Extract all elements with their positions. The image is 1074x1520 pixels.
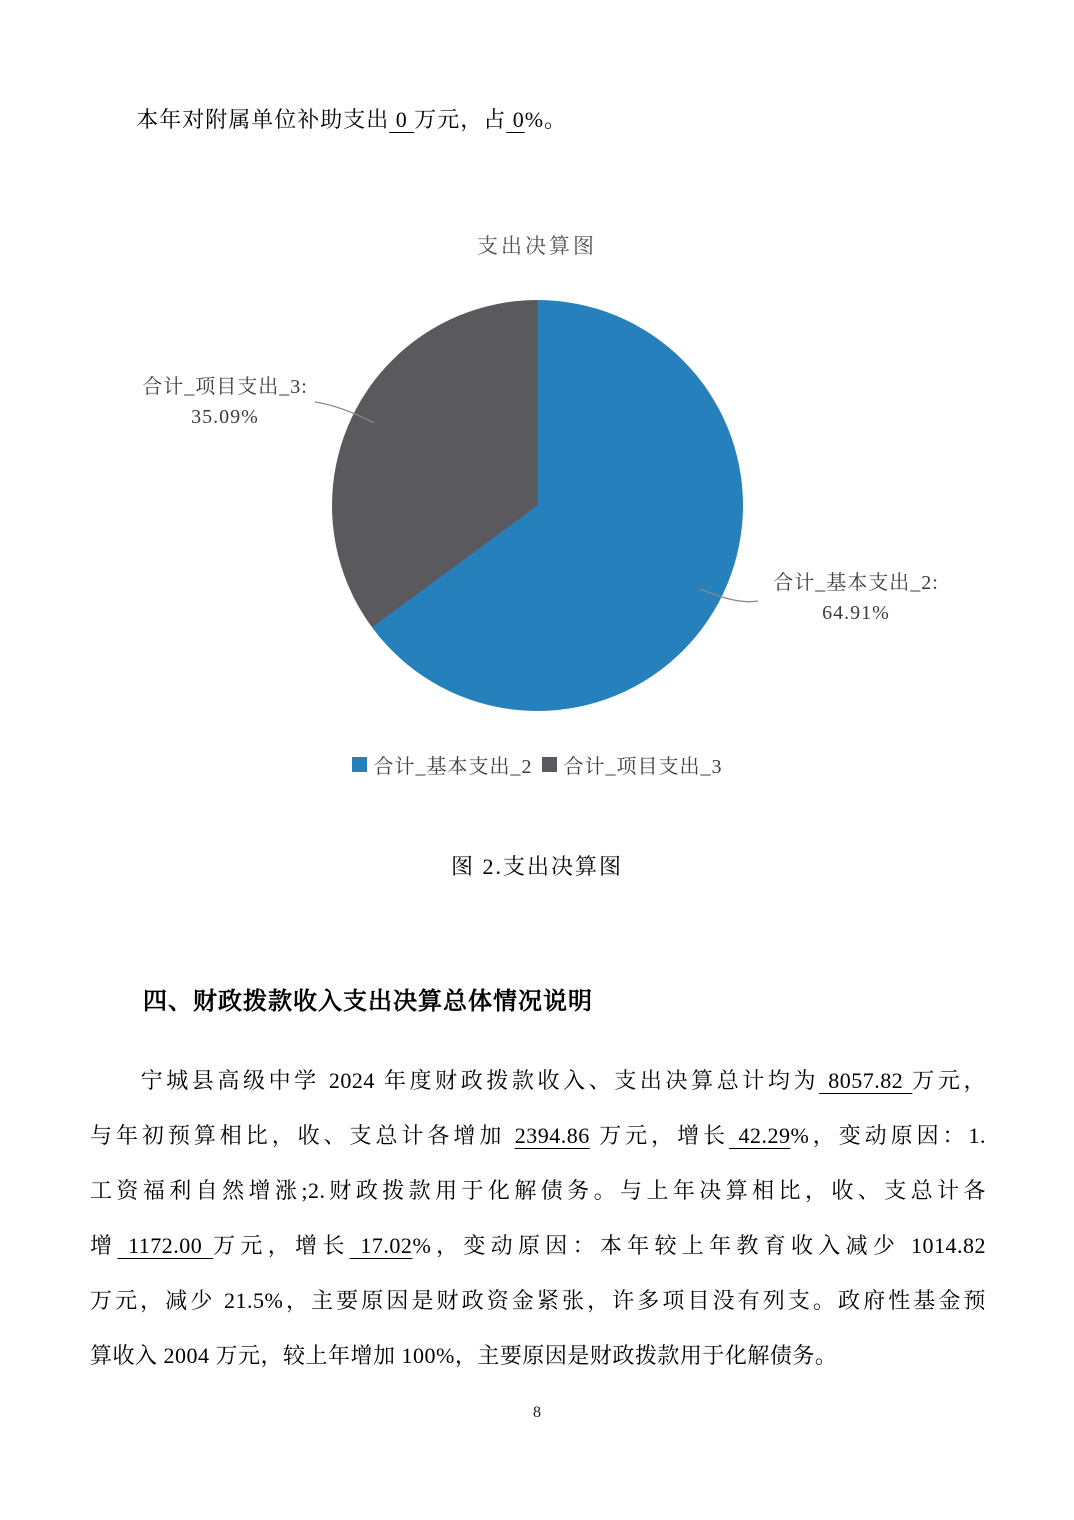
text-run: 万元， xyxy=(912,1068,986,1093)
paragraph-line xyxy=(90,1273,986,1328)
page-number: 8 xyxy=(533,1404,541,1421)
intro-sentence xyxy=(90,104,986,136)
legend-swatch xyxy=(542,757,557,772)
pie-label-basic xyxy=(760,568,952,628)
pie-label-project-name: 合计_项目支出_3: xyxy=(142,376,308,398)
underlined-value: 17.02 xyxy=(349,1233,413,1258)
paragraph-line xyxy=(90,1218,986,1273)
legend-label: 合计_基本支出_2 xyxy=(373,756,533,778)
underlined-value: 1172.00 xyxy=(117,1233,214,1258)
paragraph-line xyxy=(90,1328,986,1383)
paragraph-line xyxy=(90,1108,986,1163)
paragraph-line xyxy=(90,1163,986,1218)
legend-item xyxy=(542,750,723,779)
underlined-value: 8057.82 xyxy=(819,1068,913,1093)
underlined-value: 2394.86 xyxy=(514,1123,590,1148)
text-run: 万元，占 xyxy=(414,107,507,132)
legend-item xyxy=(352,750,533,779)
pie-label-project-value: 35.09% xyxy=(191,406,259,428)
text-run: 万元，增长 xyxy=(589,1123,730,1148)
section-heading: 四、财政拨款收入支出决算总体情况说明 xyxy=(143,988,593,1015)
chart-title: 支出决算图 xyxy=(477,234,597,258)
pie-label-basic-value: 64.91% xyxy=(822,602,890,624)
text-run: 万元，增长 xyxy=(213,1233,350,1258)
text-run: 算收入 2004 万元，较上年增加 100%，主要原因是财政拨款用于化解债务。 xyxy=(90,1343,838,1368)
text-run: 本年对附属单位补助支出 xyxy=(136,107,390,132)
text-run: %，变动原因：本年较上年教育收入减少 1014.82 xyxy=(412,1233,987,1258)
text-run: 增 xyxy=(90,1233,118,1258)
legend-label: 合计_项目支出_3 xyxy=(563,756,723,778)
underlined-value: 42.29 xyxy=(729,1123,791,1148)
pie-label-project xyxy=(130,372,320,432)
text-run: 与年初预算相比，收、支总计各增加 xyxy=(90,1123,515,1148)
chart-legend xyxy=(0,750,1074,779)
text-run: 万元，减少 21.5%，主要原因是财政资金紧张，许多项目没有列支。政府性基金预 xyxy=(90,1288,986,1313)
underlined-value: 0 xyxy=(389,107,415,132)
text-run: 宁城县高级中学 2024 年度财政拨款收入、支出决算总计均为 xyxy=(140,1068,820,1093)
paragraph-line xyxy=(90,1053,986,1108)
figure-caption: 图 2.支出决算图 xyxy=(450,854,623,879)
text-run: %，变动原因：1. xyxy=(790,1123,987,1148)
pie-label-basic-name: 合计_基本支出_2: xyxy=(773,572,939,594)
body-paragraph xyxy=(90,1053,986,1383)
text-run: %。 xyxy=(524,107,568,132)
underlined-value: 0 xyxy=(506,107,525,132)
pie xyxy=(332,300,743,711)
legend-swatch xyxy=(352,757,367,772)
text-run: 工资福利自然增涨;2.财政拨款用于化解债务。与上年决算相比，收、支总计各 xyxy=(90,1178,986,1203)
